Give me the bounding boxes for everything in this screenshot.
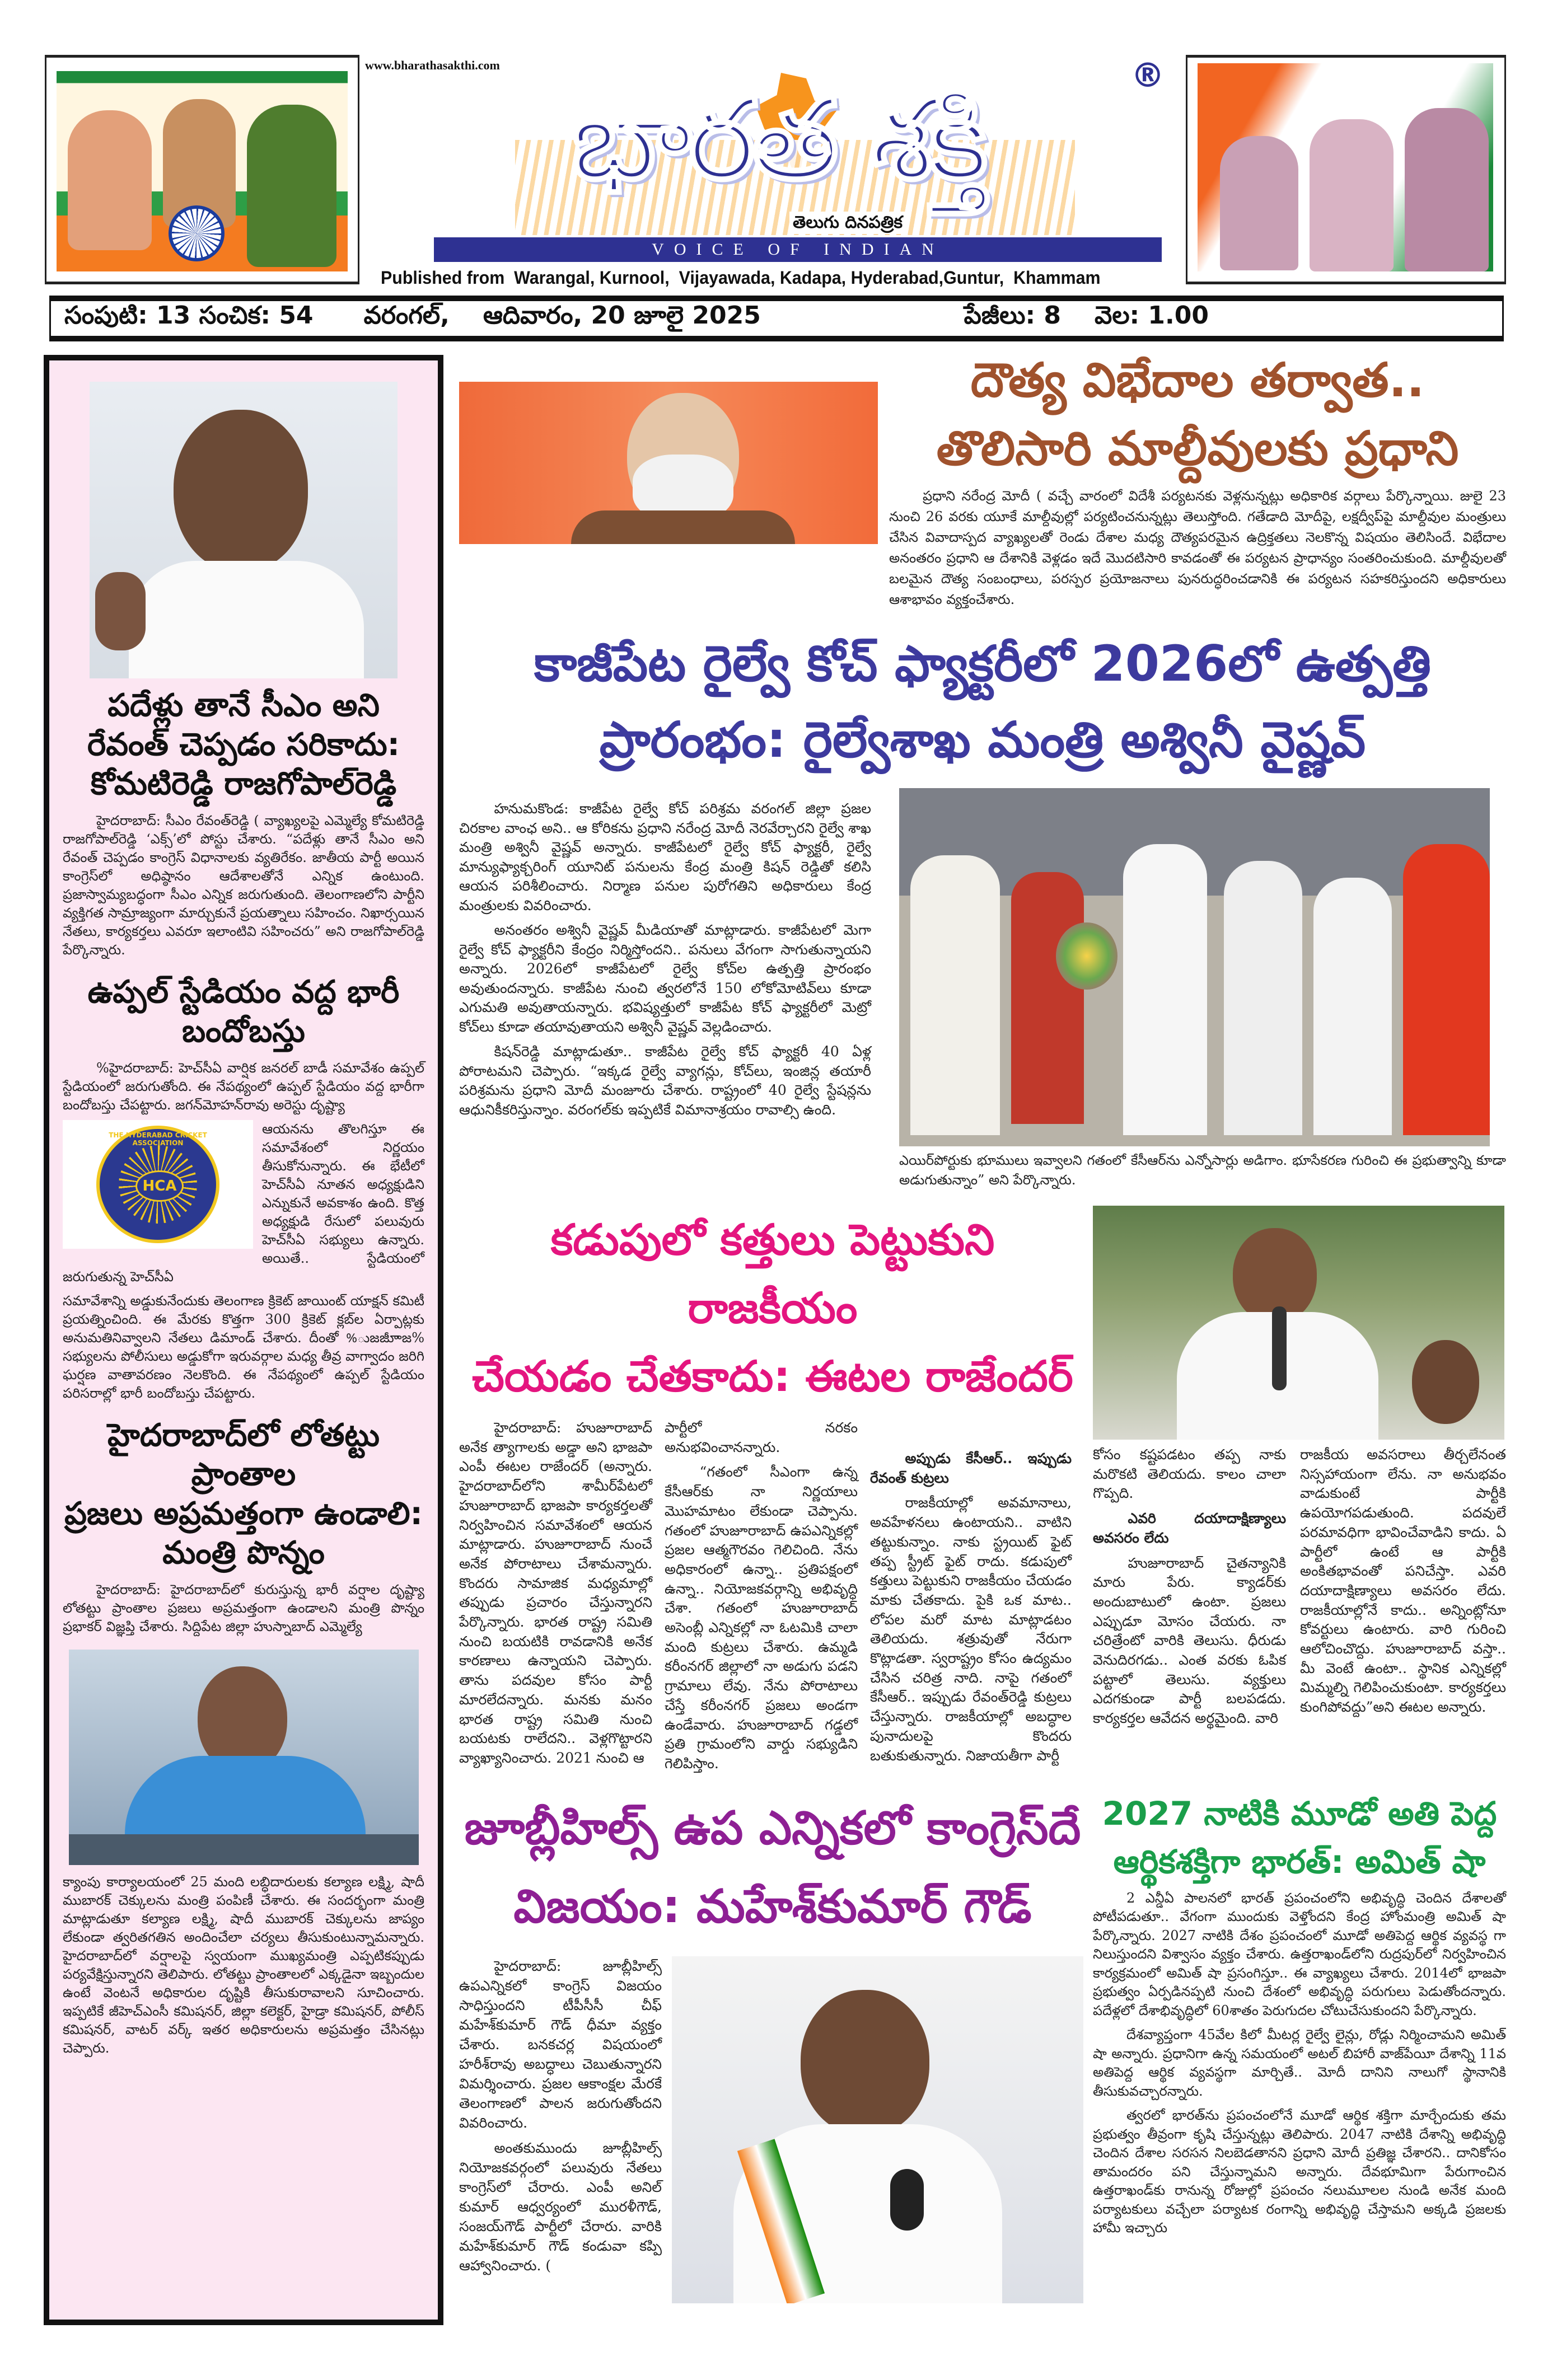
etela-subhead-2: ఎవరి దయాదాక్షిణ్యాలు అవసరం లేదు <box>1093 1510 1286 1546</box>
story-ponnam-body-top: హైదరాబాద్: హైదరాబాద్‌లో కురుస్తున్న భారీ వర్షాల దృష్ట్యా లోతట్టు ప్రాంతాల ప్రజలు అప్రమత్తంగా ఉండాలని మంత్రి పొన్నం ప్రభాకర్ విజ్ఞప్తి చేశారు. సిద్దిపేట జిల్లా హుస్నాబాద్ ఎమ్మెల్యే <box>63 1582 424 1634</box>
registered-mark: ® <box>1131 56 1165 95</box>
volume-issue: సంపుటి: 13 సంచిక: 54 <box>64 301 314 330</box>
tagline-english-bar: VOICE OF INDIAN <box>434 237 1162 262</box>
price: వెల: 1.00 <box>1095 301 1209 330</box>
masthead-left-image <box>45 55 359 284</box>
etela-col3: అప్పుడు కేసీఆర్.. ఇప్పుడు రేవంత్ కుట్రలు రాజకీయాల్లో అవమానాలు, అవహేళనలు ఉంటాయని.. వాటిని తట్టుకున్నాం. నాకు స్ట్రయిట్ ఫైట్ తప్ప స్ట్రీట్ ఫైట్ రాదు. కడుపులో కత్తులు పెట్టుకుని రాజకీయం చేయడం మాకు చేతకాదు. పైకి ఒక మాట.. లోపల మరో మాట మాట్లాడటం తెలియదు. శత్రువుతో నేరుగా కొట్లాడతా. స్వరాష్ట్రం కోసం ఉద్యమం చేసిన చరిత్ర నాది. నాపై గతంలో కేసీఆర్.. ఇప్పుడు రేవంత్‌రెడ్డి కుట్రలు చేస్తున్నారు. రాజకీయాల్లో అబద్ధాల పునాదులపై కొందరు బతుకుతున్నారు. నిజాయతీగా పార్టీ <box>870 1450 1072 1764</box>
main-news-area <box>459 346 1506 2303</box>
story-uppal-headline: ఉప్పల్ స్టేడియం వద్ద భారీ బందోబస్తు <box>87 974 400 1050</box>
etela-col4a: కోసం కష్టపడటం తప్ప నాకు మరొకటి తెలియదు. కాలం చాలా గొప్పది. ఎవరి దయాదాక్షిణ్యాలు అవసరం లేదు హుజూరాబాద్ చైతన్యానికి మారు పేరు. క్యాడర్‌కు అందుబాటులో ఉంటా. ప్రజలు ఎప్పుడూ మోసం చేయరు. నా చరిత్రేంటో వారికి తెలుసు. ధీరుడు వెనుదిరగడు.. ఎంత వరకు ఓపిక పట్టాలో తెలుసు. వ్యక్తులు ఎదగకుండా పార్టీ బలపడదు. కార్యకర్తల ఆవేదన అర్థమైంది. వారి <box>1093 1446 1286 1727</box>
kazipet-body-continuation: ఎయిర్‌పోర్టుకు భూములు ఇవ్వాలని గతంలో కేసీఆర్‌ను ఎన్నోసార్లు అడిగాం. భూసేకరణ గురించి ఈ ప్రభుత్వాన్ని కూడా అడుగుతున్నాం” అని పేర్కొన్నారు. <box>899 1152 1506 1188</box>
page-count: పేజీలు: 8 <box>964 301 1062 330</box>
revolutionaries-image <box>1198 63 1493 271</box>
maldives-body: ప్రధాని నరేంద్ర మోదీ ( వచ్చే వారంలో విదేశీ పర్యటనకు వెళ్లనున్నట్లు అధికారిక వర్గాలు పేర్కొన్నాయి. జులై 23 నుంచి 26 వరకు యూకే మాల్దీవుల్లో పర్యటించనున్నట్లు తెలుస్తోంది. గతేడాది మోదీపై, లక్షద్వీప్‌పై మాల్దీవుల మంత్రులు చేసిన వివాదాస్పద వ్యాఖ్యలతో రెండు దేశాల మధ్య దౌత్యపరమైన ఉద్రిక్తతలు నెలకొన్న విషయం తెలిసిందే. విభేదాల అనంతరం ప్రధాని ఆ దేశానికి వెళ్లడం ఇదే మొదటిసారి కావడంతో ఈ పర్యటన ప్రాధాన్యం సంతరించుకుంది. మాల్దీవులతో బలమైన దౌత్య సంబంధాలు, పరస్పర ప్రయోజనాలు పునరుద్ధరించడానికి ఈ పర్యటన సహకరిస్తుందని అధికారులు ఆశాభావం వ్యక్తంచేశారు. <box>889 488 1506 607</box>
kazipet-coach-factory-photo <box>899 788 1490 1146</box>
ponnam-prabhakar-photo <box>69 1650 419 1865</box>
etela-col4b: రాజకీయ అవసరాలు తీర్చలేనంత నిస్సహాయంగా లేను. నా అనుభవం వాడుకుంటే పార్టీకి ఉపయోగపడుతుంది. పదవులే పరమావధిగా భావించేవాడిని కాదు. ఏ పార్టీలో ఉంటే ఆ పార్టీకి అంకితభావంతో పనిచేస్తా. ఎవరి దయాదాక్షిణ్యాలు అవసరం లేదు. రాజకీయాల్లోనే కాదు.. అన్నింట్లోనూ కోవర్టులు ఉంటారు. వారి గురించి ఆలోచించొద్దు. హుజూరాబాద్ వస్తా.. మీ వెంటే ఉంటా.. స్థానిక ఎన్నికల్లో మిమ్మల్ని గెలిపించుకుంటా. కార్యకర్తలు కుంగిపోవద్దు”అని ఈటల అన్నారు. <box>1300 1446 1506 1716</box>
jubilee-hills-body: హైదరాబాద్: జూబ్లీహిల్స్ ఉపఎన్నికలో కాంగ్రెస్ విజయం సాధిస్తుందని టీపీసీసీ చీఫ్ మహేశ్‌కుమార్ గౌడ్ ధీమా వ్యక్తం చేశారు. బనకచర్ల విషయంలో హరీశ్‌రావు అబద్ధాలు చెబుతున్నారని విమర్శించారు. ప్రజల ఆకాంక్షల మేరకే తెలంగాణలో పాలన జరుగుతోందని వివరించారు. అంతకుముందు జూబ్లీహిల్స్ నియోజకవర్గంలో పలువురు నేతలు కాంగ్రెస్‌లో చేరారు. ఎంపీ అనిల్ కుమార్ ఆధ్వర్యంలో మురళీగౌడ్, సంజయ్‌గౌడ్ పార్టీలో చేరారు. వారికి మహేశ్‌కుమార్ గౌడ్ కండువా కప్పి ఆహ్వానించారు. ( <box>459 1957 662 2274</box>
etela-subhead-1: అప్పుడు కేసీఆర్.. ఇప్పుడు రేవంత్ కుట్రలు <box>870 1450 1072 1486</box>
story-rajagopal-body: హైదరాబాద్: సీఎం రేవంత్‌రెడ్డి ( వ్యాఖ్యలపై ఎమ్మెల్యే కోమటిరెడ్డి రాజగోపాల్‌రెడ్డి ‘ఎక్స్’లో పోస్టు చేశారు. “పదేళ్లు తానే సీఎం అని రేవంత్ చెప్పడం కాంగ్రెస్ విధానాలకు వ్యతిరేకం. జాతీయ పార్టీ అయిన కాంగ్రెస్‌లో అధిష్ఠానం ఆదేశాలతోనే ఎన్నిక ఉంటుంది. ప్రజాస్వామ్యబద్ధంగా సీఎం ఎన్నిక జరుగుతుంది. తెలంగాణలోని పార్టీని వ్యక్తిగత సామ్రాజ్యంగా మార్చుకునే ప్రయత్నాలు సహించం. నిఖార్సయిన నేతలు, కార్యకర్తలు ఎవరూ ఇలాంటివి సహించరు” అని రాజగోపాల్‌రెడ్డి పేర్కొన్నారు. <box>63 813 424 958</box>
modi-photo <box>459 382 878 544</box>
logo-text: భారత శక్తి <box>572 74 985 205</box>
kazipet-section <box>459 788 1506 1196</box>
etela-col2: పార్టీలో నరకం అనుభవించానన్నారు. “గతంలో సీఎంగా ఉన్న కేసీఆర్‌కు నా నిర్ణయాలు మొహమాటం లేకుండా చెప్పాను. గతంలో హుజూరాబాద్ ఉపఎన్నికల్లో ప్రజల ఆత్మగౌరవం గెలిచింది. నేను అధికారంలో ఉన్నా.. ప్రతిపక్షంలో ఉన్నా.. నియోజకవర్గాన్ని అభివృద్ధి చేశా. గతంలో హుజూరాబాద్ అసెంబ్లీ ఎన్నికల్లో నా ఓటమికి చాలా మంది కుట్రలు చేశారు. ఉమ్మడి కరీంనగర్ జిల్లాలో నా అడుగు పడని గ్రామాలు లేవు. నేను పోరాటాలు చేస్తే కరీంనగర్ ప్రజలు అండగా ఉండేవారు. హుజూరాబాద్ గడ్డలో ప్రతి గ్రామంలోని వార్డు సభ్యుడిని గెలిపిస్తాం. <box>665 1419 858 1772</box>
amit-shah-headline: 2027 నాటికి మూడో అతి పెద్ద ఆర్థికశక్తిగా భారత్: అమిత్ షా <box>1102 1794 1497 1881</box>
jubilee-hills-headline: జూబ్లీహిల్స్ ఉప ఎన్నికలో కాంగ్రెస్‌దే విజయం: మహేశ్‌కుమార్ గౌడ్ <box>464 1801 1081 1933</box>
left-column-box <box>44 355 443 2325</box>
etela-rajender-photo <box>1093 1206 1504 1440</box>
tagline-telugu: తెలుగు దినపత్రిక <box>789 212 906 234</box>
issue-date: ఆదివారం, 20 జూలై 2025 <box>483 301 761 330</box>
microphone-icon <box>1272 1306 1287 1390</box>
maldives-section <box>459 346 1506 616</box>
story-uppal-body-side: ఆయనను తొలగిస్తూ ఈ సమావేశంలో నిర్ణయం తీసుకోనున్నారు. ఈ భేటీలో హెచ్‌సీఏ నూతన అధ్యక్షుడిని ఎన్నుకునే అవకాశం ఉంది. కొత్త అధ్యక్షుడి రేసులో పలువురు హెచ్‌సీఏ సభ్యులు ఉన్నారు. అయితే.. స్టేడియంలో జరుగుతున్న హెచ్‌సీఏ <box>63 1121 424 1285</box>
etela-col1: హైదరాబాద్: హుజూరాబాద్ అనేక త్యాగాలకు అడ్డా అని భాజపా ఎంపీ ఈటల రాజేందర్ (అన్నారు. హైదరాబాద్‌లోని శామీర్‌పేటలో హుజూరాబాద్ భాజపా కార్యకర్తలతో నిర్వహించిన సమావేశంలో ఆయన మాట్లాడారు. హుజూరాబాద్ నుంచే అనేక పోరాటాలు చేశామన్నారు. కొందరు సామాజిక మధ్యమాల్లో తప్పుడు ప్రచారం చేస్తున్నారని పేర్కొన్నారు. భారత రాష్ట్ర సమితి నుంచి బయటికి రావడానికి అనేక కారణాలు ఉన్నాయని చెప్పారు. తాను పదవుల కోసం పార్టీ మారలేదన్నారు. మనకు మనం భారత రాష్ట్ర సమితి నుంచి బయటకు రాలేదని.. వెళ్లగొట్టారని వ్యాఖ్యానించారు. 2021 నుంచి ఆ <box>459 1419 652 1766</box>
lower-section <box>459 1789 1506 2303</box>
story-uppal-body <box>63 1059 424 1408</box>
etela-section <box>459 1206 1506 1779</box>
hca-logo: HCA THE HYDERABAD CRICKET ASSOCIATION <box>63 1120 253 1249</box>
story-rajagopal-headline: పదేళ్లు తానే సీఎం అని రేవంత్ చెప్పడం సరికాదు: కోమటిరెడ్డి రాజగోపాల్‌రెడ్డి <box>87 687 400 802</box>
maldives-headline: దౌత్య విభేదాల తర్వాత.. తొలిసారి మాల్దీవులకు ప్రధాని <box>936 353 1459 476</box>
mahesh-kumar-goud-photo <box>672 1956 1083 2303</box>
story-uppal-body-bottom: సమావేశాన్ని అడ్డుకునేందుకు తెలంగాణ క్రికెట్ జాయింట్ యాక్షన్ కమిటీ ప్రయత్నించింది. ఈ మేరకు కొత్తగా 300 క్రికెట్ క్లబ్‌ల ఏర్పాట్లకు అనుమతినివ్వాలని నేతలు డిమాండ్ చేశారు. దీంతో %ుజజీూాజ% సభ్యులను పోలీసులు అడ్డుకోగా ఇరువర్గాల మధ్య తీవ్ర వాగ్వాదం జరిగి ఘర్షణ వాతావరణం నెలకొంది. ఈ నేపథ్యంలో ఉప్పల్ స్టేడియం పరిసరాల్లో భారీ బందోబస్తు చేపట్టారు. <box>63 1293 424 1401</box>
published-from: Published from Warangal, Kurnool, Vijayawada, Kadapa, Hyderabad,Guntur, Khammam <box>381 268 1101 288</box>
story-ponnam-body-bottom: క్యాంపు కార్యాలయంలో 25 మంది లబ్ధిదారులకు కల్యాణ లక్ష్మి, షాదీ ముబారక్ చెక్కులను మంత్రి పంపిణీ చేశారు. ఈ సందర్భంగా మంత్రి మాట్లాడుతూ కల్యాణ లక్ష్మి, షాదీ ముబారక్ చెక్కులను జాప్యం లేకుండా త్వరితగతిన అందించేలా చర్యలు తీసుకుంటున్నామన్నారు. హైదరాబాద్‌లో వర్షాలపై స్వయంగా ముఖ్యమంత్రి ఎప్పటికప్పుడు పర్యవేక్షిస్తున్నారని తెలిపారు. లోతట్టు ప్రాంతాలలో ఎక్కడైనా ఇబ్బందుల ఉంటే వెంటనే అధికారుల దృష్టికి తీసుకురావాలని సూచించారు. ఇప్పటికే జీహెచ్‌ఎంసీ కమిషనర్, జిల్లా కలెక్టర్, హైడ్రా కమిషనర్, పోలీస్ కమిషనర్, వాటర్ వర్క్ ఇతర అధికారులను అప్రమత్తం చేసినట్లు చెప్పారు. <box>63 1874 424 2056</box>
story-uppal-body-top: %హైదరాబాద్: హెచ్‌సీఏ వార్షిక జనరల్ బాడీ సమావేశం ఉప్పల్ స్టేడియంలో జరుగుతోంది. ఈ నేపథ్యంలో ఉప్పల్ స్టేడియం వద్ద భారీగా బందోబస్తు చేపట్టారు. జగన్‌మోహన్‌రావు అరెస్టు దృష్ట్యా <box>63 1060 424 1113</box>
kazipet-headline: కాజీపేట రైల్వే కోచ్ ఫ్యాక్టరీలో 2026లో ఉత్పత్తి ప్రారంభం: రైల్వేశాఖ మంత్రి అశ్వినీ వైష్ణవ్ <box>534 635 1431 769</box>
ashoka-chakra-icon <box>169 205 225 261</box>
website-url: www.bharathasakthi.com <box>365 58 500 72</box>
kazipet-body: హనుమకొండ: కాజీపేట రైల్వే కోచ్ పరిశ్రమ వరంగల్ జిల్లా ప్రజల చిరకాల వాంఛ అని.. ఆ కోరికను ప్రధాని నరేంద్ర మోదీ నెరవేర్చారని రైల్వే శాఖ మంత్రి అశ్వినీ వైష్ణవ్ అన్నారు. కాజీపేటలో రైల్వే కోచ్ ఫ్యాక్టరీ, రైల్వే మాన్యుఫ్యాక్చరింగ్ యూనిట్ పనులను కేంద్ర మంత్రి కిషన్ రెడ్డితో కలిసి ఆయన పరిశీలించారు. నిర్మాణ పనుల పురోగతిని అధికారులు కేంద్ర మంత్రులకు వివరించారు. అనంతరం అశ్వినీ వైష్ణవ్ మీడియాతో మాట్లాడారు. కాజీపేటలో మెగా రైల్వే కోచ్ ఫ్యాక్టరీని కేంద్రం నిర్మిస్తోందని.. పనులు వేగంగా సాగుతున్నాయని అన్నారు. 2026లో కాజీపేటలో రైల్వే కోచ్‌ల ఉత్పత్తి ప్రారంభం అవుతుందన్నారు. కాజీపేట నుంచి త్వరలోనే 150 లోకోమోటివ్‌లు కూడా ఎగుమతి అవుతాయన్నారు. భవిష్యత్తులో కాజీపేట కోచ్ ఫ్యాక్టరీలో మెట్రో కోచ్‌లు కూడా తయావుతాయని అశ్వినీ వైష్ణవ్ వెల్లడించారు. కిషన్‌రెడ్డి మాట్లాడుతూ.. కాజీపేట రైల్వే కోచ్ ఫ్యాక్టరీ 40 ఏళ్ల పోరాటమని చెప్పారు. “ఇక్కడ రైల్వే వ్యాగన్లు, కోచ్‌లు, ఇంజిన్ల తయారీ పరిశ్రమను ప్రధాని మోదీ మంజూరు చేశారు. రాష్ట్రంలో 40 రైల్వే స్టేషన్లను ఆధునికీకరిస్తున్నాం. వరంగల్‌కు ఇప్పటికే విమానాశ్రయం రావాల్సి ఉంది. <box>459 800 871 1118</box>
microphone-icon <box>890 2169 924 2231</box>
story-ponnam-headline: హైదరాబాద్‌లో లోతట్టు ప్రాంతాల ప్రజలు అప్రమత్తంగా ఉండాలి: మంత్రి పొన్నం <box>64 1417 423 1571</box>
rajagopal-reddy-photo <box>90 382 398 678</box>
masthead-right-image <box>1186 55 1506 284</box>
etela-headline: కడుపులో కత్తులు పెట్టుకుని రాజకీయం చేయడం చేతకాదు: ఈటల రాజేందర్ <box>472 1215 1073 1401</box>
edition-city: వరంగల్, <box>363 301 450 330</box>
issue-info-bar <box>49 296 1504 341</box>
amit-shah-body: 2 ఎన్డీఏ పాలనలో భారత్ ప్రపంచంలోని అభివృద్ధి చెందిన దేశాలతో పోటీపడుతూ.. వేగంగా ముందుకు వెళ్తోందని కేంద్ర హోంమంత్రి అమిత్ షా పేర్కొన్నారు. 2027 నాటికి దేశం ప్రపంచంలో మూడో అతిపెద్ద ఆర్థిక వ్యవస్థ గా నిలుస్తుందని విశ్వాసం వ్యక్తం చేశారు. ఉత్తరాఖండ్‌లోని రుద్రపుర్‌లో నిర్వహించిన కార్యక్రమంలో అమిత్ షా ప్రసంగిస్తూ.. ఈ వ్యాఖ్యలు చేశారు. 2014లో భాజపా ప్రభుత్వం ఏర్పడినప్పటి నుంచి దేశంలో అభివృద్ధి పరుగులు పెడుతోందన్నారు. పదేళ్లలో దేశాభివృద్ధిలో 60శాతం పెరుగుదల చోటుచేసుకుందని పేర్కొన్నారు. దేశవ్యాప్తంగా 45వేల కిలో మీటర్ల రైల్వే లైన్లు, రోడ్లు నిర్మించామని అమిత్ షా అన్నారు. ప్రధానిగా ఉన్న సమయంలో అటల్ బిహారీ వాజ్‌పేయీ దేశాన్ని 11వ అతిపెద్ద ఆర్థిక వ్యవస్థగా మార్చితే.. మోదీ దానిని నాలుగో స్థానానికి తీసుకువచ్చారన్నారు. త్వరలో భారత్‌ను ప్రపంచంలోనే మూడో ఆర్థిక శక్తిగా మార్చేందుకు తమ ప్రభుత్వం తీవ్రంగా కృషి చేస్తున్నట్లు తెలిపారు. 2047 నాటికి దేశాన్ని అభివృద్ధి చెందిన దేశాల సరసన నిలబెడతానని ప్రధాని మోదీ ప్రతిజ్ఞ చేశారని.. దానికోసం తామందరం పని చేస్తున్నామని అన్నారు. దేవభూమిగా పేరుగాంచిన ఉత్తరాఖండ్‌కు రానున్న రోజుల్లో ప్రపంచం నలుమూలల నుండి అనేక మంది పర్యాటకులు వచ్చేలా పర్యాటక రంగాన్ని అభివృద్ధి చేస్తామని అక్కడి ప్రజలకు హామీ ఇచ్చారు <box>1093 1890 1506 2236</box>
freedom-fighters-image <box>57 71 348 271</box>
